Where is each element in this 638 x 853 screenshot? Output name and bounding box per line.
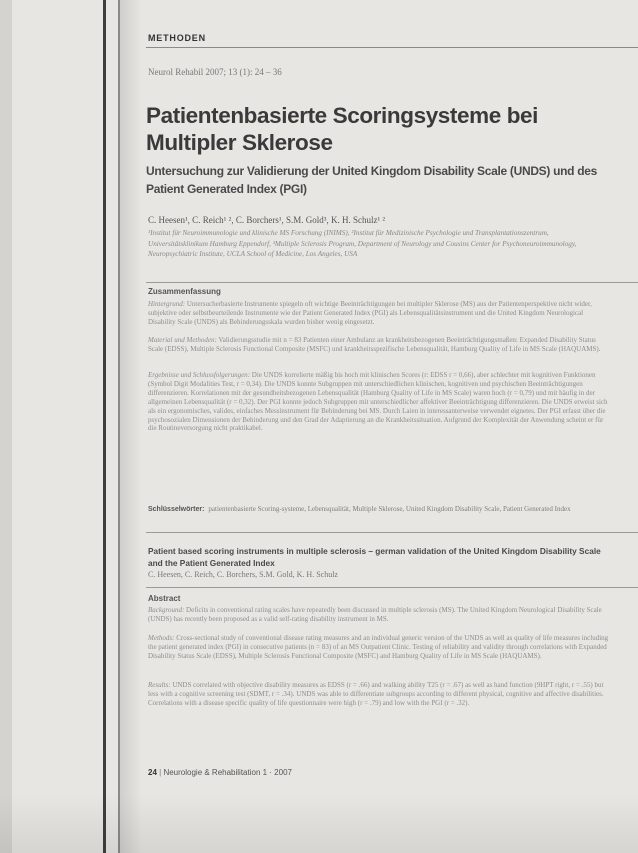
page-binding-edge <box>0 0 12 853</box>
abstract-paragraph-methods: Material und Methoden: Validierungsstudie mit n = 83 Patienten einer Ambulanz an krankheitsbezogenen Beeinträchtigungsmaßen: Expanded Disability Status Scale (EDSS), Multiple Sclerosis Functional Composite (MSFC) und krankheitsspezifische Lebensqualität, Hamburg Quality of Life in MS Scale (HAQUAMS). <box>148 336 601 353</box>
keywords: Schlüsselwörter: patientenbasierte Scoring-systeme, Lebensqualität, Multiple Sklerose, United Kingdom Disability Scale, Patient Generated Index <box>148 505 571 513</box>
gutter-line <box>103 0 106 853</box>
english-paragraph-background: Background: Deficits in conventional rating scales have repeatedly been discussed in multiple sclerosis (MS). The United Kingdom Neurological Disability Scale (UNDS) has recently been proposed as a valid self-rating disability instrument in MS. <box>148 606 602 623</box>
journal-citation: Neurol Rehabil 2007; 13 (1): 24 – 36 <box>148 67 282 77</box>
authors: C. Heesen¹, C. Reich¹ ², C. Borchers¹, S.M. Gold³, K. H. Schulz¹ ² <box>148 215 386 225</box>
section-label: METHODEN <box>148 33 206 43</box>
bottom-shade <box>0 793 638 853</box>
page-footer <box>148 768 292 777</box>
abstract-rule <box>146 282 638 283</box>
english-abstract-rule <box>146 587 638 588</box>
journal-name: Neurologie & Rehabilitation 1 · 2007 <box>163 768 292 777</box>
english-section-rule <box>146 532 638 533</box>
english-paragraph-results: Results: UNDS correlated with objective disability measures as EDSS (r = .66) and walking ability T25 (r = .67) as well as hand function (9HPT right, r = .55) but less with a cognitive screening test (SDMT, r = .34). UNDS was able to differentiate subgroups according to different physical, cognitive and affective disabilities. Correlations with a disease specific quality of life questionnaire were high (r = .79) and low with the PGI (r = .32). <box>148 681 604 707</box>
footer-separator: | <box>159 768 164 777</box>
article-title: Patientenbasierte Scoringsysteme bei Multipler Sklerose <box>146 103 539 155</box>
abstract-heading: Abstract <box>148 594 181 603</box>
abstract-paragraph-background: Hintergrund: Untersucherbasierte Instrumente spiegeln oft wichtige Beeinträchtigungen bei multipler Sklerose (MS) aus der Patientenperspektive nicht wider, subjektive oder selbstbeurteilende Instrumente wie der Patient Generated Index (PGI) als Lebensqualitätsinstrument und die United Kingdom Neurological Disability Scale (UNDS) als Behinderungsskala wurden bisher wenig eingesetzt. <box>148 300 592 326</box>
article-subtitle: Untersuchung zur Validierung der United Kingdom Disability Scale (UNDS) und des Patient Generated Index (PGI) <box>146 164 598 196</box>
english-paragraph-methods: Methods: Cross-sectional study of conventional disease rating measures and an individual generic version of the UNDS as well as quality of life measures including the patient generated index (PGI) in consecutive patients (n = 83) of an MS Outpatient Clinic. Testing of reliability and validity through correlations with Expanded Disability Status Scale (EDSS), Multiple Sclerosis Functional Composite (MSFC) and Hamburg Quality of Life in MS Scale (HAQUAMS). <box>148 634 609 660</box>
abstract-paragraph-results: Ergebnisse und Schlussfolgerungen: Die UNDS korrelierte mäßig bis hoch mit klinischen Scores (r: EDSS r = 0,66), aber schlechter mit kognitiven Funktionen (Symbol Digit Modalities Test, r = 0,34). Die UNDS konnte Subgruppen mit unterschiedlichen klinischen, kognitiven und psychischen Beeinträchtigungen differenzieren. Korrelationen mit der gesundheitsbezogenen Lebensqualität (Hamburg Quality of Life in MS Scale) waren hoch (r = 0,79) und mit häufig in der allgemeinen Lebensqualität (r = 0,32). Der PGI konnte jedoch Subgruppen mit unterschiedlicher affektiver Beeinträchtigung differenzieren. Die UNDS erweist sich als ein ergonomisches, valides, einfaches Messinstrument für Behinderung bei MS. Durch Laien in interessanterweise verwendet eignetes. Der PGI erfasst über die psychosozialen Dimensionen der Behinderung und den Grad der Adaptierung an die Krankheitssituation. Aufgrund der Komplexität der Anwendung scheint er für die Routineversorgung nicht praktikabel. <box>148 371 608 433</box>
header-rule <box>146 47 638 48</box>
english-authors: C. Heesen, C. Reich, C. Borchers, S.M. Gold, K. H. Schulz <box>148 570 338 579</box>
gutter-shadow <box>120 0 142 853</box>
zusammenfassung-heading: Zusammenfassung <box>148 287 221 296</box>
english-title: Patient based scoring instruments in multiple sclerosis – german validation of the United Kingdom Disability Scale and the Patient Generated Index <box>148 546 601 568</box>
affiliations: ¹Institut für Neuroimmunologie und klinische MS Forschung (INIMS), ²Institut für Medizinische Psychologie und Transplantationszentrum, Universitätsklinikum Hamburg Eppendorf, ³Multiple Sclerosis Program, Department of Neurology und Cousins Center for Psychoneuroimmunology, Neuropsychiatric Institute, UCLA School of Medicine, Los Angeles, USA <box>148 229 577 258</box>
page-number: 24 <box>148 768 157 777</box>
